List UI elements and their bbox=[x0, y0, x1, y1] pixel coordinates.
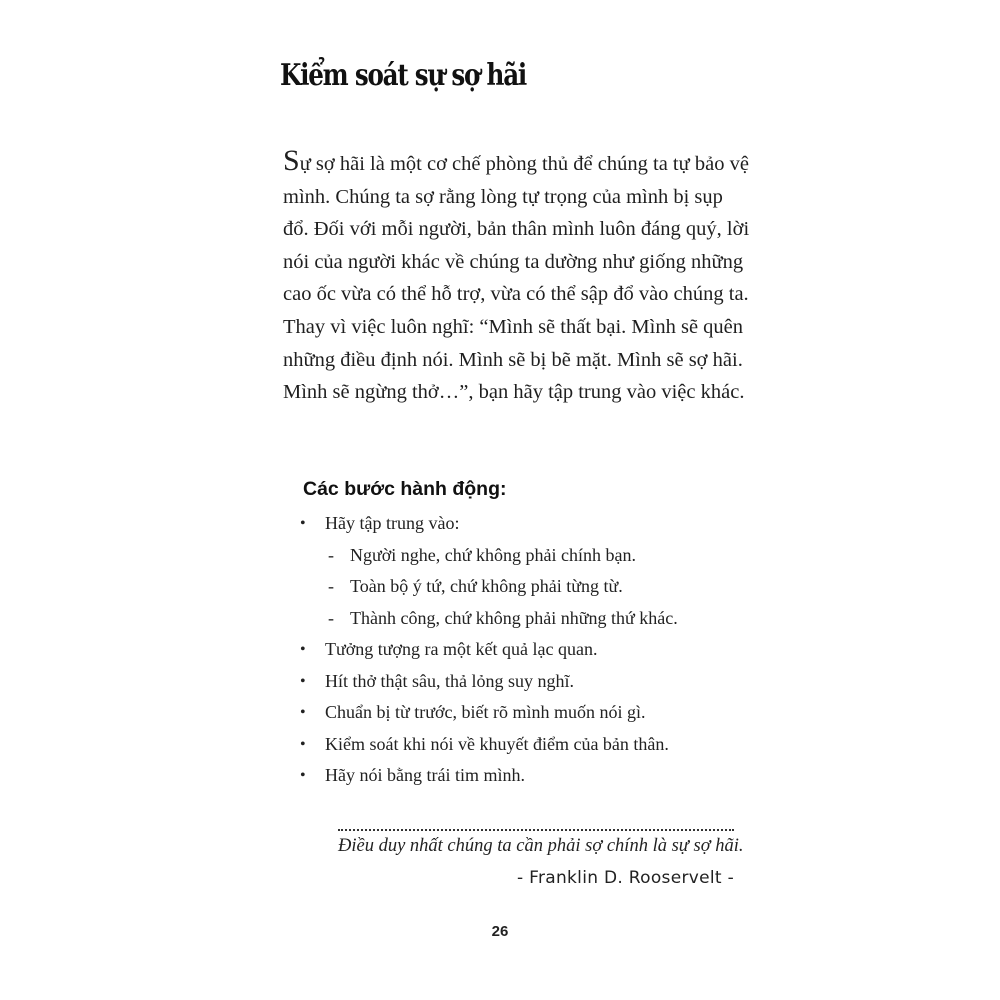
dash-icon: - bbox=[328, 576, 334, 596]
sub-list-item bbox=[300, 540, 760, 572]
page-number: 26 bbox=[491, 923, 509, 940]
quote-text: Điều duy nhất chúng ta cần phải sợ chính là sự sợ hãi. bbox=[338, 836, 744, 856]
bullet-icon: • bbox=[300, 515, 306, 532]
list-item-text: Hít thở thật sâu, thả lỏng suy nghĩ. bbox=[325, 670, 575, 691]
list-item bbox=[300, 634, 760, 666]
list-item-text: Kiểm soát khi nói về khuyết điểm của bản thân. bbox=[325, 733, 669, 754]
bullet-icon: • bbox=[300, 704, 306, 721]
page-title: Kiểm soát sự sợ hãi bbox=[280, 58, 527, 93]
sub-list-item-text: Người nghe, chứ không phải chính bạn. bbox=[350, 544, 636, 565]
quote-author: - Franklin D. Rooservelt - bbox=[516, 868, 734, 888]
bullet-icon: • bbox=[300, 767, 306, 784]
list-item-text: Hãy nói bằng trái tim mình. bbox=[325, 765, 525, 785]
intro-text: ự sợ hãi là một cơ chế phòng thủ để chúng ta tự bảo vệ mình. Chúng ta sợ rằng lòng tự trọng của mình bị sụp đổ. Đối với mỗi người, bản thân mình luôn đáng quý, lời nói của người khác về chúng ta dường như giống những cao ốc vừa có thể hỗ trợ, vừa có thể sập đổ vào chúng ta. Thay vì việc luôn nghĩ: “Mình sẽ thất bại. Mình sẽ quên những điều định nói. Mình sẽ bị bẽ mặt. Mình sẽ sợ hãi. Mình sẽ ngừng thở…”, bạn hãy tập trung vào việc khác. bbox=[283, 153, 750, 404]
bullet-icon: • bbox=[300, 672, 306, 690]
dash-icon: - bbox=[328, 544, 334, 565]
sub-list-item bbox=[300, 571, 760, 603]
action-steps-list bbox=[300, 508, 760, 792]
quote-divider bbox=[338, 829, 734, 831]
list-item-text: Tưởng tượng ra một kết quả lạc quan. bbox=[325, 639, 598, 659]
list-item bbox=[300, 508, 760, 540]
list-item bbox=[300, 666, 760, 698]
list-item bbox=[300, 697, 760, 729]
list-item bbox=[300, 760, 760, 792]
sub-list-item bbox=[300, 603, 760, 635]
bullet-icon: • bbox=[300, 641, 306, 658]
bullet-icon: • bbox=[300, 735, 306, 753]
sub-list-item-text: Toàn bộ ý tứ, chứ không phải từng từ. bbox=[350, 576, 623, 596]
sub-list-item-text: Thành công, chứ không phải những thứ khác. bbox=[350, 607, 678, 628]
list-item-text: Hãy tập trung vào: bbox=[325, 513, 460, 533]
action-steps-heading: Các bước hành động: bbox=[303, 478, 507, 500]
list-item-text: Chuẩn bị từ trước, biết rõ mình muốn nói gì. bbox=[325, 702, 646, 722]
list-item bbox=[300, 729, 760, 761]
intro-paragraph bbox=[283, 144, 753, 409]
dash-icon: - bbox=[328, 607, 334, 628]
drop-cap: S bbox=[283, 144, 300, 177]
